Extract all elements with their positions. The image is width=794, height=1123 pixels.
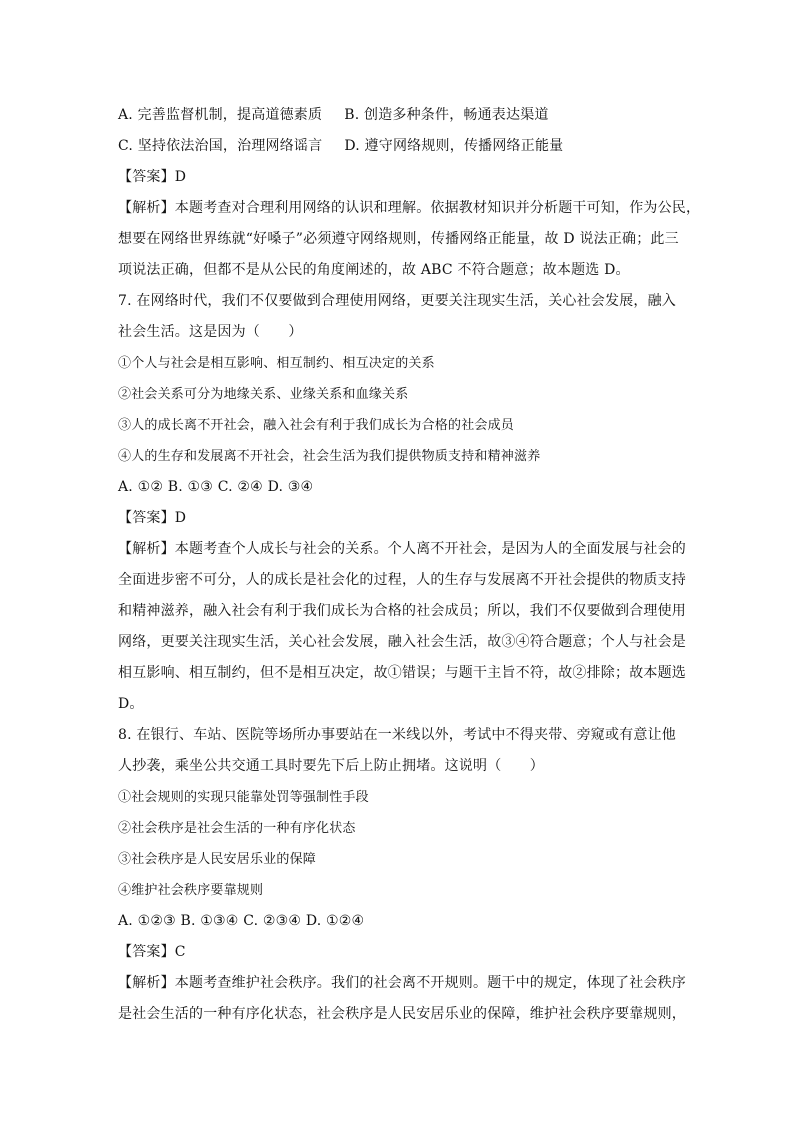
q6-option-a: A. 完善监督机制，提高道德素质 <box>118 107 323 123</box>
q8-answer: 【答案】C <box>118 944 186 960</box>
q6-options-row-1 <box>118 100 688 131</box>
q8-stem-line: 8. 在银行、车站、医院等场所办事要站在一米线以外，考试中不得夹带、旁窥或有意让他 <box>118 727 677 743</box>
page-content <box>118 100 701 1030</box>
q7-analysis-line: 和精神滋养，融入社会有利于我们成长为合格的社会成员；所以，我们不仅要做到合理使用 <box>118 603 686 619</box>
q8-analysis-line: 是社会生活的一种有序化状态，社会秩序是人民安居乐业的保障，维护社会秩序要靠规则， <box>118 1006 686 1022</box>
q7-item-1: ①个人与社会是相互影响、相互制约、相互决定的关系 <box>118 356 435 371</box>
q7-analysis-line: D。 <box>118 696 144 712</box>
q6-option-c: C. 坚持依法治国，治理网络谣言 <box>118 138 323 154</box>
q7-stem-line: 社会生活。这是因为（ ） <box>118 324 303 340</box>
q7-item-3: ③人的成长离不开社会，融入社会有利于我们成长为合格的社会成员 <box>118 418 515 433</box>
q8-options: A. ①②③ B. ①③④ C. ②③④ D. ①②④ <box>118 913 365 929</box>
q6-answer: 【答案】D <box>118 169 187 185</box>
q7-options: A. ①② B. ①③ C. ②④ D. ③④ <box>118 479 314 495</box>
q7-analysis-line: 全面进步密不可分，人的成长是社会化的过程，人的生存与发展离不开社会提供的物质支持 <box>118 572 686 588</box>
q7-stem-line: 7. 在网络时代，我们不仅要做到合理使用网络，更要关注现实生活，关心社会发展，融入 <box>118 293 677 309</box>
q7-answer: 【答案】D <box>118 510 187 526</box>
q8-item-3: ③社会秩序是人民安居乐业的保障 <box>118 852 317 867</box>
q8-item-2: ②社会秩序是社会生活的一种有序化状态 <box>118 821 356 836</box>
q7-analysis-line: 相互影响、相互制约，但不是相互决定，故①错误；与题干主旨不符，故②排除；故本题选 <box>118 665 686 681</box>
q6-analysis-line: 想要在网络世界练就“好嗓子”必须遵守网络规则，传播网络正能量，故 D 说法正确；此三 <box>118 231 679 247</box>
q7-analysis-line: 网络，更要关注现实生活，关心社会发展，融入社会生活，故③④符合题意；个人与社会是 <box>118 634 686 650</box>
q8-item-4: ④维护社会秩序要靠规则 <box>118 883 264 898</box>
q6-option-d: D. 遵守网络规则，传播网络正能量 <box>344 138 564 154</box>
q6-option-b: B. 创造多种条件，畅通表达渠道 <box>344 107 549 123</box>
q8-item-1: ①社会规则的实现只能靠处罚等强制性手段 <box>118 790 369 805</box>
q7-analysis-line: 【解析】本题考查个人成长与社会的关系。个人离不开社会，是因为人的全面发展与社会的 <box>118 541 686 557</box>
q8-analysis-line: 【解析】本题考查维护社会秩序。我们的社会离不开规则。题干中的规定，体现了社会秩序 <box>118 975 686 991</box>
q7-item-2: ②社会关系可分为地缘关系、业缘关系和血缘关系 <box>118 387 409 402</box>
q6-analysis-line: 【解析】本题考查对合理利用网络的认识和理解。依据教材知识并分析题干可知，作为公民， <box>118 200 701 216</box>
q6-analysis-line: 项说法正确，但都不是从公民的角度阐述的，故 ABC 不符合题意；故本题选 D。 <box>118 262 630 278</box>
q7-item-4: ④人的生存和发展离不开社会，社会生活为我们提供物质支持和精神滋养 <box>118 449 541 464</box>
q8-stem-line: 人抄袭，乘坐公共交通工具时要先下后上防止拥堵。这说明（ ） <box>118 758 544 774</box>
q6-options-row-2 <box>118 131 688 162</box>
